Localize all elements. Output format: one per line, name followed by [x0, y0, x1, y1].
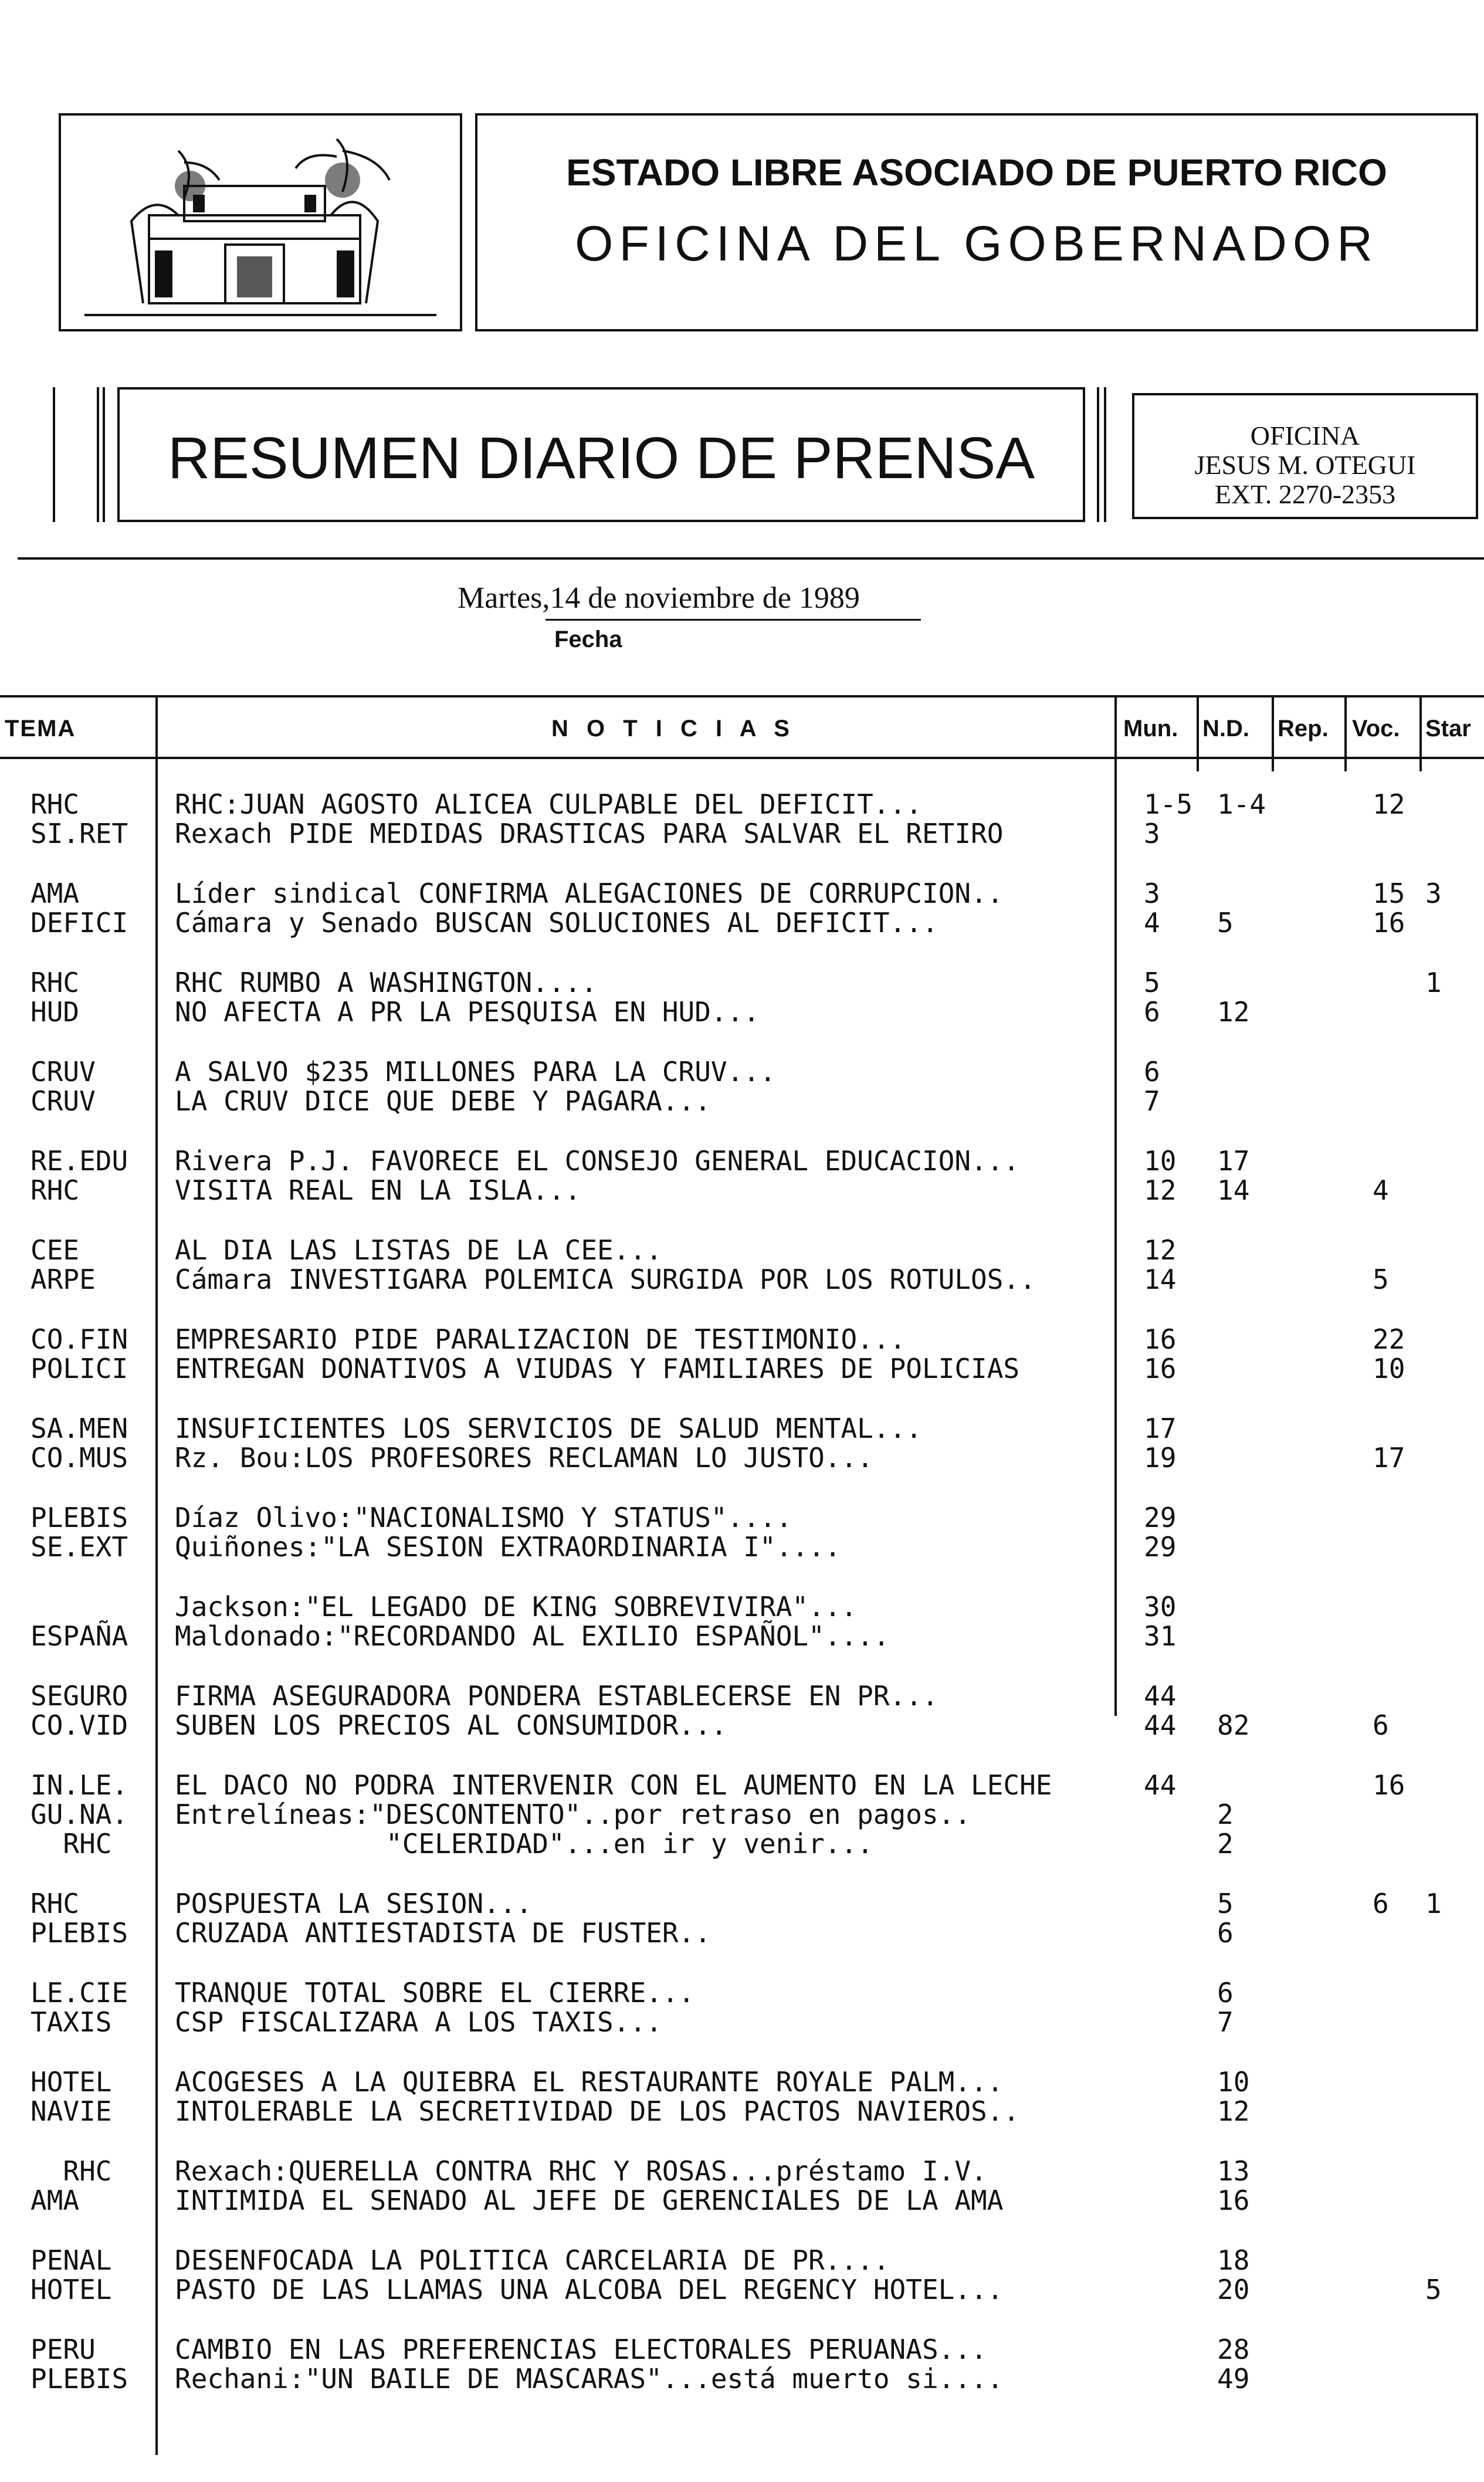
- column-rule-voc: [1419, 695, 1422, 771]
- row-headline: PASTO DE LAS LLAMAS UNA ALCOBA DEL REGENCY HOTEL...: [175, 2274, 1004, 2305]
- title-box: [117, 387, 1085, 522]
- row-headline: INTIMIDA EL SENADO AL JEFE DE GERENCIALES DE LA AMA: [175, 2185, 1004, 2216]
- row-headline: INTOLERABLE LA SECRETIVIDAD DE LOS PACTOS NAVIEROS..: [175, 2095, 1020, 2127]
- table-row: [0, 2245, 1484, 2276]
- row-nd-page: 17: [1217, 1145, 1250, 1177]
- table-row: [0, 2067, 1484, 2097]
- row-headline: VISITA REAL EN LA ISLA...: [175, 1174, 581, 1206]
- row-mun-page: 7: [1144, 1085, 1160, 1117]
- table-row: [0, 1978, 1484, 2008]
- row-tema: CO.MUS: [31, 1442, 128, 1474]
- row-headline: LA CRUV DICE QUE DEBE Y PAGARA...: [175, 1085, 711, 1117]
- table-row: [0, 1829, 1484, 1859]
- row-nd-page: 10: [1217, 2066, 1250, 2098]
- table-row: [0, 1681, 1484, 1711]
- row-tema: PERU: [31, 2334, 96, 2365]
- row-nd-page: 28: [1217, 2334, 1250, 2365]
- row-tema: HOTEL: [31, 2274, 112, 2305]
- column-rule-rep: [1344, 695, 1347, 771]
- row-headline: RHC RUMBO A WASHINGTON....: [175, 967, 598, 998]
- row-nd-page: 5: [1217, 907, 1234, 939]
- row-voc-page: 15: [1373, 878, 1405, 909]
- column-header-noticias: N O T I C I A S: [551, 716, 795, 741]
- row-nd-page: 2: [1217, 1828, 1234, 1860]
- row-tema: CEE: [31, 1234, 80, 1266]
- table-row: [0, 1057, 1484, 1087]
- row-voc-page: 16: [1373, 907, 1405, 939]
- table-row: [0, 1324, 1484, 1355]
- row-headline: Rechani:"UN BAILE DE MASCARAS"...está muerto si....: [175, 2363, 1004, 2395]
- row-nd-page: 13: [1217, 2155, 1250, 2187]
- table-row: [0, 1918, 1484, 1948]
- table-row: [0, 908, 1484, 938]
- row-voc-page: 22: [1373, 1323, 1405, 1355]
- row-star-page: 1: [1425, 1888, 1442, 1919]
- government-header-box: [475, 113, 1478, 331]
- row-tema: RHC: [31, 967, 80, 998]
- row-headline: DESENFOCADA LA POLITICA CARCELARIA DE PR....: [175, 2244, 890, 2276]
- row-tema: RHC: [31, 788, 80, 820]
- row-mun-page: 6: [1144, 1056, 1160, 1088]
- table-row: [0, 967, 1484, 998]
- table-row: [0, 1235, 1484, 1265]
- row-tema: SE.EXT: [31, 1531, 128, 1563]
- row-tema: HOTEL: [31, 2066, 112, 2098]
- office-contact-name: JESUS M. OTEGUI: [1194, 450, 1416, 480]
- table-row: [0, 818, 1484, 849]
- date-label: Fecha: [554, 627, 622, 652]
- column-header-nd: N.D.: [1202, 716, 1249, 741]
- office-label: OFICINA: [1250, 421, 1360, 451]
- row-mun-page: 6: [1144, 996, 1160, 1028]
- row-headline: Cámara y Senado BUSCAN SOLUCIONES AL DEFICIT...: [175, 907, 938, 939]
- row-tema: HUD: [31, 996, 80, 1028]
- row-tema: CRUV: [31, 1056, 96, 1088]
- office-name: OFICINA DEL GOBERNADOR: [575, 216, 1378, 271]
- table-row: [0, 1592, 1484, 1622]
- row-mun-page: 12: [1144, 1174, 1177, 1206]
- row-tema: RHC: [31, 1888, 80, 1919]
- office-contact-box: [1132, 393, 1478, 519]
- table-row: [0, 1146, 1484, 1176]
- row-nd-page: 12: [1217, 2095, 1250, 2127]
- fortaleza-seal-illustration: [61, 116, 460, 329]
- row-headline: ENTREGAN DONATIVOS A VIUDAS Y FAMILIARES DE POLICIAS: [175, 1353, 1020, 1384]
- row-headline: Rz. Bou:LOS PROFESORES RECLAMAN LO JUSTO...: [175, 1442, 873, 1474]
- table-row: [0, 1621, 1484, 1651]
- column-header-star: Star: [1425, 716, 1471, 741]
- row-headline: Entrelíneas:"DESCONTENTO"..por retraso en pagos..: [175, 1799, 971, 1830]
- row-tema: PLEBIS: [31, 1502, 128, 1533]
- row-nd-page: 20: [1217, 2274, 1250, 2305]
- row-headline: CAMBIO EN LAS PREFERENCIAS ELECTORALES PERUANAS...: [175, 2334, 987, 2365]
- row-tema: POLICI: [31, 1353, 128, 1384]
- row-tema: SI.RET: [31, 818, 128, 849]
- row-tema: CRUV: [31, 1085, 96, 1117]
- row-voc-page: 5: [1373, 1264, 1389, 1295]
- row-nd-page: 49: [1217, 2363, 1250, 2395]
- column-header-voc: Voc.: [1352, 716, 1400, 741]
- row-headline: Cámara INVESTIGARA POLEMICA SURGIDA POR LOS ROTULOS..: [175, 1264, 1036, 1295]
- row-tema: RHC: [31, 1828, 112, 1860]
- table-row: [0, 1353, 1484, 1384]
- row-nd-page: 12: [1217, 996, 1250, 1028]
- row-headline: Líder sindical CONFIRMA ALEGACIONES DE CORRUPCION..: [175, 878, 1004, 909]
- row-voc-page: 6: [1373, 1709, 1389, 1741]
- row-tema: RE.EDU: [31, 1145, 128, 1177]
- logo-box: [59, 113, 462, 331]
- row-voc-page: 17: [1373, 1442, 1405, 1474]
- row-mun-page: 14: [1144, 1264, 1177, 1295]
- row-mun-page: 29: [1144, 1531, 1177, 1563]
- row-tema: SA.MEN: [31, 1413, 128, 1444]
- row-tema: CO.FIN: [31, 1323, 128, 1355]
- row-tema: PLEBIS: [31, 2363, 128, 2395]
- table-row: [0, 1502, 1484, 1533]
- date-underline: [546, 619, 921, 621]
- table-row: [0, 1888, 1484, 1919]
- row-tema: AMA: [31, 2185, 80, 2216]
- row-headline: POSPUESTA LA SESION...: [175, 1888, 533, 1919]
- row-headline: CRUZADA ANTIESTADISTA DE FUSTER..: [175, 1917, 711, 1949]
- table-row: [0, 997, 1484, 1027]
- title-left-bar-3: [103, 387, 105, 522]
- row-headline: Díaz Olivo:"NACIONALISMO Y STATUS"....: [175, 1502, 792, 1533]
- row-voc-page: 10: [1373, 1353, 1405, 1384]
- row-headline: INSUFICIENTES LOS SERVICIOS DE SALUD MENTAL...: [175, 1413, 922, 1444]
- row-headline: A SALVO $235 MILLONES PARA LA CRUV...: [175, 1056, 776, 1088]
- row-tema: RHC: [31, 2155, 112, 2187]
- table-row: [0, 878, 1484, 909]
- row-tema: CO.VID: [31, 1709, 128, 1741]
- table-row: [0, 2156, 1484, 2186]
- row-headline: AL DIA LAS LISTAS DE LA CEE...: [175, 1234, 662, 1266]
- row-mun-page: 16: [1144, 1353, 1177, 1384]
- row-nd-page: 7: [1217, 2006, 1234, 2038]
- column-rule-nd: [1272, 695, 1274, 771]
- table-row: [0, 1264, 1484, 1295]
- row-headline: Rivera P.J. FAVORECE EL CONSEJO GENERAL EDUCACION...: [175, 1145, 1020, 1177]
- row-tema: IN.LE.: [31, 1769, 128, 1801]
- row-mun-page: 3: [1144, 818, 1160, 849]
- table-row: [0, 1086, 1484, 1116]
- row-mun-page: 29: [1144, 1502, 1177, 1533]
- row-mun-page: 44: [1144, 1680, 1177, 1712]
- office-extension: EXT. 2270-2353: [1214, 479, 1396, 509]
- row-voc-page: 16: [1373, 1769, 1405, 1801]
- row-headline: EL DACO NO PODRA INTERVENIR CON EL AUMENTO EN LA LECHE: [175, 1769, 1052, 1801]
- row-mun-page: 30: [1144, 1591, 1177, 1623]
- row-mun-page: 17: [1144, 1413, 1177, 1444]
- table-row: [0, 2185, 1484, 2216]
- row-mun-page: 31: [1144, 1620, 1177, 1652]
- column-header-mun: Mun.: [1123, 716, 1178, 741]
- column-rule-mun: [1197, 695, 1199, 771]
- row-headline: SUBEN LOS PRECIOS AL CONSUMIDOR...: [175, 1709, 727, 1741]
- row-headline: Jackson:"EL LEGADO DE KING SOBREVIVIRA"...: [175, 1591, 858, 1623]
- row-voc-page: 12: [1373, 788, 1405, 820]
- row-headline: ACOGESES A LA QUIEBRA EL RESTAURANTE ROYALE PALM...: [175, 2066, 1004, 2098]
- row-headline: CSP FISCALIZARA A LOS TAXIS...: [175, 2006, 662, 2038]
- title-left-bar-2: [97, 387, 99, 522]
- title-right-bar-2: [1104, 387, 1106, 522]
- row-voc-page: 6: [1373, 1888, 1389, 1919]
- row-headline: EMPRESARIO PIDE PARALIZACION DE TESTIMONIO...: [175, 1323, 906, 1355]
- row-headline: FIRMA ASEGURADORA PONDERA ESTABLECERSE EN PR...: [175, 1680, 938, 1712]
- row-mun-page: 1-5: [1144, 788, 1193, 820]
- row-nd-page: 5: [1217, 1888, 1234, 1919]
- row-star-page: 1: [1425, 967, 1442, 998]
- row-tema: PENAL: [31, 2244, 112, 2276]
- row-tema: RHC: [31, 1174, 80, 1206]
- row-tema: ARPE: [31, 1264, 96, 1295]
- row-tema: NAVIE: [31, 2095, 112, 2127]
- row-tema: GU.NA.: [31, 1799, 128, 1830]
- row-tema: AMA: [31, 878, 80, 909]
- column-header-rep: Rep.: [1278, 716, 1329, 741]
- table-top-rule: [0, 695, 1484, 697]
- row-mun-page: 16: [1144, 1323, 1177, 1355]
- row-nd-page: 18: [1217, 2244, 1250, 2276]
- table-row: [0, 789, 1484, 820]
- row-tema: ESPAÑA: [31, 1620, 128, 1652]
- separator-line: [18, 557, 1484, 560]
- table-row: [0, 1443, 1484, 1473]
- row-headline: TRANQUE TOTAL SOBRE EL CIERRE...: [175, 1977, 695, 2009]
- table-row: [0, 1770, 1484, 1800]
- table-row: [0, 2334, 1484, 2365]
- row-mun-page: 4: [1144, 907, 1160, 939]
- row-headline: Quiñones:"LA SESION EXTRAORDINARIA I"....: [175, 1531, 841, 1563]
- row-headline: "CELERIDAD"...en ir y venir...: [175, 1828, 873, 1860]
- title-left-bar: [53, 387, 55, 522]
- row-mun-page: 5: [1144, 967, 1160, 998]
- row-nd-page: 16: [1217, 2185, 1250, 2216]
- row-mun-page: 10: [1144, 1145, 1177, 1177]
- table-header-rule: [0, 757, 1484, 759]
- row-nd-page: 82: [1217, 1709, 1250, 1741]
- row-headline: Rexach:QUERELLA CONTRA RHC Y ROSAS...préstamo I.V.: [175, 2155, 987, 2187]
- row-nd-page: 6: [1217, 1977, 1234, 2009]
- state-name: ESTADO LIBRE ASOCIADO DE PUERTO RICO: [566, 151, 1387, 194]
- row-tema: DEFICI: [31, 907, 128, 939]
- page-title: RESUMEN DIARIO DE PRENSA: [167, 425, 1035, 491]
- table-row: [0, 1532, 1484, 1562]
- row-star-page: 5: [1425, 2274, 1442, 2305]
- table-row: [0, 2274, 1484, 2305]
- row-nd-page: 1-4: [1217, 788, 1266, 820]
- table-row: [0, 1413, 1484, 1444]
- column-header-tema: TEMA: [5, 716, 76, 741]
- row-nd-page: 6: [1217, 1917, 1234, 1949]
- table-row: [0, 2096, 1484, 2127]
- row-tema: LE.CIE: [31, 1977, 128, 2009]
- row-nd-page: 14: [1217, 1174, 1250, 1206]
- title-right-bar: [1097, 387, 1099, 522]
- row-mun-page: 12: [1144, 1234, 1177, 1266]
- row-headline: NO AFECTA A PR LA PESQUISA EN HUD...: [175, 996, 760, 1028]
- row-tema: PLEBIS: [31, 1917, 128, 1949]
- row-star-page: 3: [1425, 878, 1442, 909]
- table-row: [0, 1799, 1484, 1830]
- row-tema: SEGURO: [31, 1680, 128, 1712]
- row-mun-page: 19: [1144, 1442, 1177, 1474]
- table-row: [0, 2007, 1484, 2037]
- row-mun-page: 3: [1144, 878, 1160, 909]
- row-headline: Rexach PIDE MEDIDAS DRASTICAS PARA SALVAR EL RETIRO: [175, 818, 1004, 849]
- row-mun-page: 44: [1144, 1769, 1177, 1801]
- table-row: [0, 1175, 1484, 1206]
- row-headline: RHC:JUAN AGOSTO ALICEA CULPABLE DEL DEFICIT...: [175, 788, 922, 820]
- table-row: [0, 1710, 1484, 1741]
- row-mun-page: 44: [1144, 1709, 1177, 1741]
- table-row: [0, 2364, 1484, 2394]
- row-tema: TAXIS: [31, 2006, 112, 2038]
- row-headline: Maldonado:"RECORDANDO AL EXILIO ESPAÑOL"....: [175, 1620, 890, 1652]
- date-value: Martes,14 de noviembre de 1989: [458, 581, 860, 615]
- row-nd-page: 2: [1217, 1799, 1234, 1830]
- row-voc-page: 4: [1373, 1174, 1389, 1206]
